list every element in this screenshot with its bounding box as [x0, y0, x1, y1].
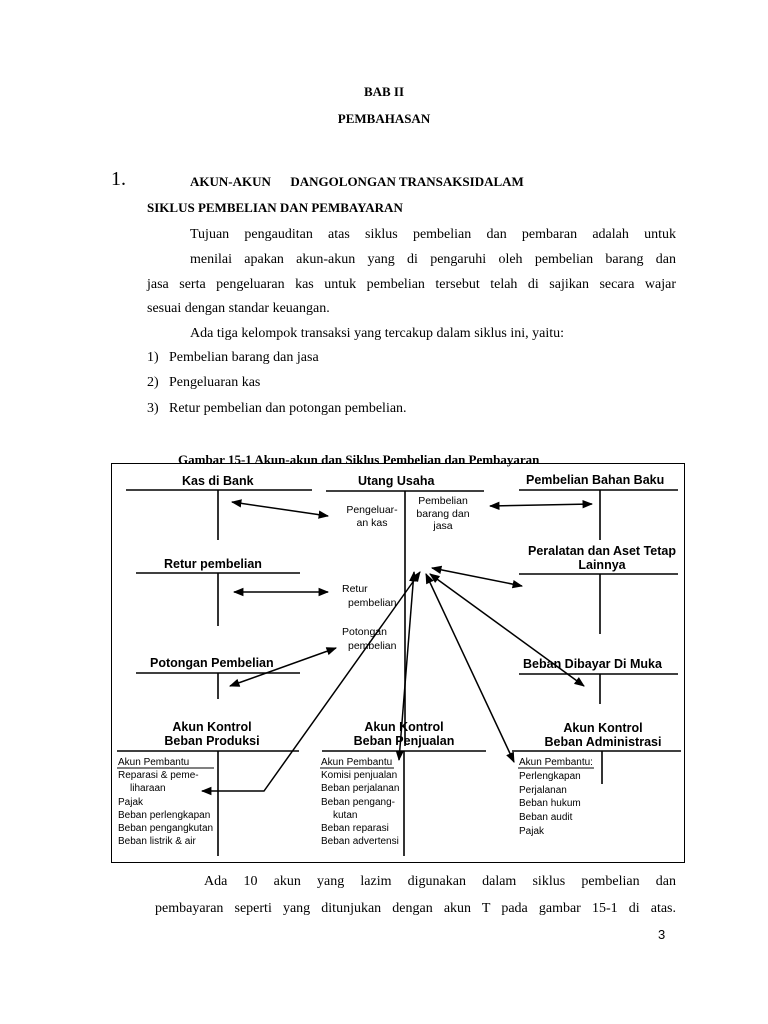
- subsidiary-item: Beban perjalanan: [321, 783, 400, 795]
- paragraph1-line3: jasa serta pengeluaran kas untuk pembelian tersebut telah di sajikan secara wajar: [147, 277, 676, 292]
- subsidiary-item: Perlengkapan: [519, 770, 581, 782]
- list-item-text: Retur pembelian dan potongan pembelian.: [169, 401, 407, 416]
- account-utang-usaha: Utang Usaha: [358, 474, 435, 488]
- list-item-text: Pengeluaran kas: [169, 375, 261, 390]
- figure-diagram: [111, 463, 685, 863]
- subsidiary-item: Pajak: [519, 825, 545, 837]
- subsidiary-item: Reparasi & peme-: [118, 770, 199, 782]
- kontrol-penjualan-line2: Beban Penjualan: [353, 734, 455, 748]
- list-item-number: 2): [147, 375, 159, 390]
- entry-text: barang dan: [416, 507, 470, 520]
- figure-caption: Gambar 15-1 Akun-akun dan Siklus Pembelian dan Pembayaran: [178, 452, 540, 467]
- section-number: 1.: [111, 168, 126, 190]
- subsidiary-item: liharaan: [130, 783, 166, 795]
- paragraph3-line2: pembayaran seperti yang ditunjukan dengan akun T pada gambar 15-1 di atas.: [155, 901, 676, 916]
- chapter-subtitle: PEMBAHASAN: [337, 111, 431, 126]
- section-title-line1: AKUN-AKUN DANGOLONGAN TRANSAKSIDALAM: [190, 174, 524, 189]
- account-pembelian-bahan-baku: Pembelian Bahan Baku: [526, 473, 665, 487]
- entry-pembelian-barang: [412, 495, 474, 533]
- subsidiary-item: Beban audit: [519, 812, 573, 824]
- section-title-line2: SIKLUS PEMBELIAN DAN PEMBAYARAN: [147, 200, 403, 215]
- list-item-number: 1): [147, 350, 159, 365]
- account-peralatan-line2: Lainnya: [578, 558, 626, 572]
- kontrol-produksi-line2: Beban Produksi: [164, 734, 260, 748]
- subsidiary-header: Akun Pembantu: [118, 757, 190, 768]
- subsidiary-item: Beban pengangkutan: [118, 823, 214, 835]
- subsidiary-item: Beban perlengkapan: [118, 809, 211, 821]
- kontrol-penjualan-line1: Akun Kontrol: [364, 720, 444, 734]
- list-item-text: Pembelian barang dan jasa: [169, 350, 319, 365]
- paragraph1-line2: menilai apakan akun-akun yang di pengaruhi oleh pembelian barang dan: [190, 252, 676, 267]
- account-potongan-pembelian: Potongan Pembelian: [150, 656, 274, 670]
- account-peralatan: [518, 544, 685, 572]
- entry-text: pembelian: [348, 640, 397, 652]
- account-beban-dibayar: Beban Dibayar Di Muka: [523, 657, 662, 671]
- chapter-title: BAB II: [363, 84, 405, 99]
- subsidiary-item: Komisi penjualan: [321, 770, 398, 782]
- subsidiary-item: Beban advertensi: [321, 836, 399, 848]
- produksi-subsidiary-list: [118, 756, 213, 848]
- account-kas-di-bank: Kas di Bank: [182, 474, 254, 488]
- entry-retur-pembelian: [342, 582, 396, 610]
- paragraph3-line1: Ada 10 akun yang lazim digunakan dalam siklus pembelian dan: [204, 874, 676, 889]
- list-item: [147, 370, 261, 396]
- subsidiary-item: Beban hukum: [519, 798, 581, 810]
- list-item-number: 3): [147, 401, 159, 416]
- paragraph1-line4: sesuai dengan standar keuangan.: [147, 301, 330, 316]
- account-retur-pembelian: Retur pembelian: [164, 557, 262, 571]
- subsidiary-item: Perjalanan: [519, 784, 567, 796]
- kontrol-admin-line2: Beban Administrasi: [544, 735, 662, 749]
- entry-text: pembelian: [348, 597, 397, 609]
- subsidiary-item: Beban listrik & air: [118, 836, 196, 848]
- paragraph2: Ada tiga kelompok transaksi yang tercakup dalam siklus ini, yaitu:: [190, 326, 565, 341]
- kontrol-admin-line1: Akun Kontrol: [563, 721, 643, 735]
- account-kontrol-penjualan: [324, 720, 484, 748]
- subsidiary-item: Beban reparasi: [321, 823, 389, 835]
- entry-text: Pembelian: [418, 495, 468, 507]
- account-peralatan-line1: Peralatan dan Aset Tetap: [528, 544, 676, 558]
- subsidiary-item: Pajak: [118, 796, 144, 808]
- kontrol-produksi-line1: Akun Kontrol: [172, 720, 252, 734]
- entry-pengeluaran-kas: [342, 504, 402, 530]
- list-item: [147, 345, 319, 371]
- list-item: [147, 396, 407, 422]
- entry-potongan-pembelian: [342, 625, 396, 653]
- account-kontrol-produksi: [132, 720, 292, 748]
- paragraph1-line1: Tujuan pengauditan atas siklus pembelian dan pembaran adalah untuk: [190, 227, 676, 242]
- subsidiary-header: Akun Pembantu:: [519, 757, 593, 768]
- subsidiary-item: kutan: [333, 809, 358, 821]
- page-number: 3: [658, 927, 666, 942]
- subsidiary-item: Beban pengang-: [321, 796, 395, 808]
- double-arrow: [432, 568, 522, 586]
- entry-text: an kas: [356, 517, 388, 529]
- double-arrow: [232, 502, 328, 516]
- entry-text: Pengeluar-: [346, 504, 398, 516]
- entry-text: jasa: [433, 520, 453, 532]
- subsidiary-header: Akun Pembantu: [321, 757, 393, 768]
- admin-subsidiary-list: [519, 756, 593, 839]
- entry-text: Retur: [342, 583, 368, 595]
- double-arrow: [490, 504, 592, 506]
- penjualan-subsidiary-list: [321, 756, 399, 848]
- entry-text: Potongan: [342, 626, 387, 638]
- account-kontrol-administrasi: [520, 721, 685, 749]
